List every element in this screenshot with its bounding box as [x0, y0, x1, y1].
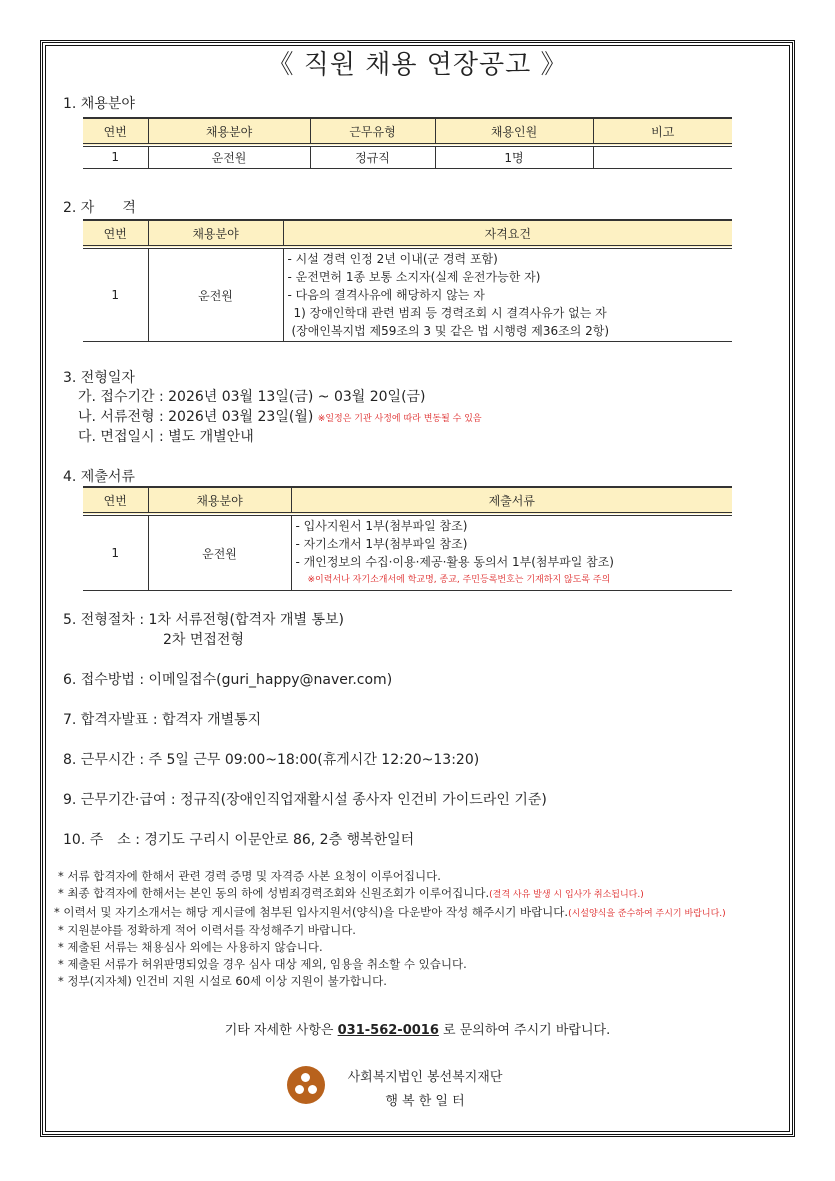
- section-3-heading: 3. 전형일자: [63, 370, 135, 386]
- requirement: - 다음의 결격사유에 해당하지 않는 자: [287, 288, 485, 302]
- note-item: * 최종 합격자에 한해서는 본인 동의 하에 성범죄경력조회와 신원조회가 이루어집니다.(결격 사유 발생 시 입사가 취소됩니다.): [58, 885, 644, 900]
- col-header: 연번: [83, 118, 148, 145]
- cell: 정규직: [310, 145, 435, 168]
- col-header: 채용분야: [148, 118, 310, 145]
- page-title: 《 직원 채용 연장공고 》: [267, 50, 568, 80]
- phone-number: 031-562-0016: [337, 1023, 439, 1038]
- application-method: 6. 접수방법 : 이메일접수(guri_happy@naver.com): [63, 672, 393, 688]
- note-item: * 제출된 서류는 채용심사 외에는 사용하지 않습니다.: [58, 940, 323, 955]
- section-2-heading: 2. 자 격: [63, 200, 136, 216]
- col-header: 연번: [83, 220, 148, 247]
- document-item: - 입사지원서 1부(첨부파일 참조): [295, 519, 468, 533]
- documents-note: ※이력서나 자기소개서에 학교명, 종교, 주민등록번호는 기재하지 않도록 주의: [307, 575, 611, 585]
- requirement: (장애인복지법 제59조의 3 및 같은 법 시행령 제36조의 2항): [291, 324, 610, 338]
- contact-line: 기타 자세한 사항은 031-562-0016 로 문의하여 주시기 바랍니다.: [224, 1023, 611, 1038]
- selection-process-2: 2차 면접전형: [163, 632, 244, 648]
- requirement: - 운전면허 1종 보통 소지자(실제 운전가능한 자): [287, 270, 541, 284]
- col-header: 채용인원: [435, 118, 593, 145]
- col-header: 근무유형: [310, 118, 435, 145]
- org-subname: 행 복 한 일 터: [385, 1094, 465, 1109]
- note-item: * 서류 합격자에 한해서 관련 경력 증명 및 자격증 사본 요청이 이루어집니다.: [58, 869, 441, 883]
- requirement: 1) 장애인학대 관련 범죄 등 경력조회 시 결격사유가 없는 자: [293, 306, 607, 320]
- note-item: * 제출된 서류가 허위판명되었을 경우 심사 대상 제외, 임용을 취소할 수 있습니다.: [58, 956, 467, 971]
- col-header: 제출서류: [291, 487, 732, 514]
- requirements-cell: [283, 247, 732, 342]
- notes-list: [54, 868, 726, 990]
- section-4-heading: 4. 제출서류: [63, 469, 135, 485]
- work-hours: 8. 근무시간 : 주 5일 근무 09:00~18:00(휴게시간 12:20~13:20): [63, 752, 480, 768]
- cell: 운전원: [148, 145, 310, 168]
- address: 10. 주 소 : 경기도 구리시 이문안로 86, 2층 행복한일터: [63, 832, 415, 848]
- selection-process: 5. 전형절차 : 1차 서류전형(합격자 개별 통보): [63, 612, 344, 628]
- note-item: * 정부(지자체) 인건비 지원 시설로 60세 이상 지원이 불가합니다.: [58, 973, 387, 988]
- recruitment-table: [83, 117, 732, 169]
- section-1-heading: 1. 채용분야: [63, 96, 135, 112]
- col-header: 자격요건: [283, 220, 732, 247]
- document-item: - 자기소개서 1부(첨부파일 참조): [295, 537, 468, 551]
- foundation-logo-icon: [287, 1066, 325, 1104]
- col-header: 채용분야: [148, 487, 291, 514]
- announcement: 7. 합격자발표 : 합격자 개별통지: [63, 712, 262, 728]
- qualification-table: [83, 219, 732, 342]
- note-item: * 지원분야를 정확하게 적어 이력서를 작성해주기 바랍니다.: [58, 923, 356, 938]
- schedule-line: 다. 면접일시 : 별도 개별안내: [78, 429, 254, 445]
- requirement: - 시설 경력 인정 2년 이내(군 경력 포함): [287, 252, 498, 266]
- document-item: - 개인정보의 수집·이용·제공·활용 동의서 1부(첨부파일 참조): [295, 555, 614, 569]
- work-period-salary: 9. 근무기간·급여 : 정규직(장애인직업재활시설 종사자 인건비 가이드라인 기준): [63, 792, 547, 808]
- note-item: * 이력서 및 자기소개서는 해당 게시글에 첨부된 입사지원서(양식)을 다운받아 작성 해주시기 바랍니다.(시설양식을 준수하여 주시기 바랍니다.): [54, 904, 726, 919]
- col-header: 연번: [83, 487, 148, 514]
- schedule-text: 나. 서류전형 : 2026년 03월 23일(월): [78, 409, 314, 425]
- schedule-line: [78, 406, 482, 426]
- cell: 1: [83, 514, 148, 591]
- col-header: 채용분야: [148, 220, 283, 247]
- cell: 1명: [435, 145, 593, 168]
- cell: [593, 145, 732, 168]
- cell: 1: [83, 247, 148, 342]
- org-name: 사회복지법인 봉선복지재단: [347, 1070, 503, 1085]
- col-header: 비고: [593, 118, 732, 145]
- cell: 운전원: [148, 247, 283, 342]
- documents-table: [83, 486, 732, 591]
- cell: 운전원: [148, 514, 291, 591]
- documents-cell: [291, 514, 732, 591]
- schedule-note: ※일정은 기관 사정에 따라 변동될 수 있음: [317, 414, 482, 424]
- schedule-line: 가. 접수기간 : 2026년 03월 13일(금) ~ 03월 20일(금): [78, 389, 426, 405]
- cell: 1: [83, 145, 148, 168]
